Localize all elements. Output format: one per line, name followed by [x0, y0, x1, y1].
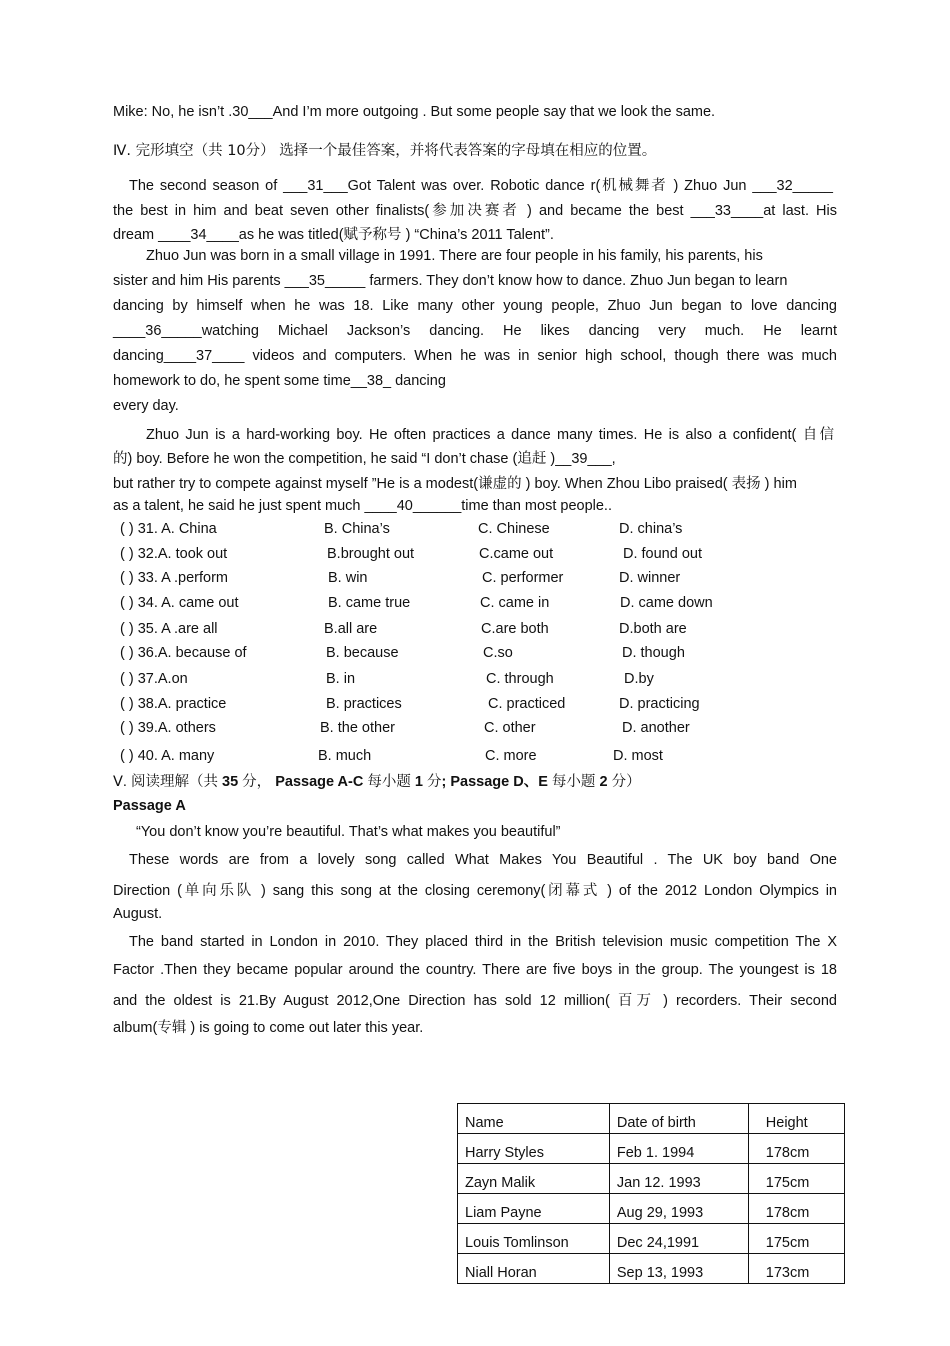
- table-cell-name: Zayn Malik: [458, 1164, 610, 1194]
- table-cell-dob: Aug 29, 1993: [609, 1194, 748, 1224]
- section-5-passage-ac: Passage A-C: [275, 774, 364, 790]
- passage-a-quote: “You don’t know you’re beautiful. That’s what makes you beautiful”: [136, 824, 561, 840]
- question-35-c: C.are both: [481, 621, 549, 637]
- question-37-a: ( ) 37.A.on: [120, 671, 188, 687]
- cloze-line-4: Zhuo Jun was born in a small village in 1991. There are four people in his family, his parents, his: [146, 248, 763, 264]
- cloze-line-8: dancing____37____ videos and computers. When he was in senior high school, though there was much: [113, 348, 837, 364]
- section-5-two: 2: [599, 774, 608, 790]
- table-cell-height: 173cm: [748, 1254, 844, 1284]
- question-36-c: C.so: [483, 645, 513, 661]
- passage-a-line-3: August.: [113, 906, 163, 922]
- question-38-c: C. practiced: [488, 696, 566, 712]
- section-4-title-text: Ⅳ. 完形填空（共 10分） 选择一个最佳答案，并将代表答案的字母填在相应的位置。: [113, 143, 657, 159]
- cloze-line-14: as a talent, he said he just spent much ____40______time than most people..: [113, 498, 612, 514]
- section-5-points: 35: [222, 774, 239, 790]
- question-32-b: B.brought out: [327, 546, 415, 562]
- section-5-mid3: 分: [422, 774, 442, 790]
- question-36-d: D. though: [622, 645, 685, 661]
- question-35-b: B.all are: [324, 621, 378, 637]
- table-row: [458, 1194, 845, 1224]
- question-31-c: C. Chinese: [478, 521, 550, 537]
- passage-a-line-7: album(专辑 ) is going to come out later this year.: [113, 1020, 424, 1036]
- table-cell-name: Liam Payne: [458, 1194, 610, 1224]
- cloze-line-10: every day.: [113, 398, 179, 414]
- passage-a-line-2: Direction (单向乐队 ) sang this song at the closing ceremony(闭幕式 ) of the 2012 London Olympics in: [113, 883, 837, 899]
- table-header-height: Height: [748, 1104, 844, 1134]
- section-5-prefix: Ⅴ. 阅读理解（共: [113, 774, 223, 790]
- question-39-c: C. other: [484, 720, 536, 736]
- question-31-d: D. china’s: [619, 521, 683, 537]
- cloze-line-5: sister and him His parents ___35_____ farmers. They don’t know how to dance. Zhuo Jun began to learn: [113, 273, 788, 289]
- question-34-b: B. came true: [328, 595, 411, 611]
- table-row: [458, 1134, 845, 1164]
- table-cell-height: 178cm: [748, 1134, 844, 1164]
- question-38-b: B. practices: [326, 696, 402, 712]
- question-40-a: ( ) 40. A. many: [120, 748, 215, 764]
- table-cell-dob: Dec 24,1991: [609, 1224, 748, 1254]
- question-36-a: ( ) 36.A. because of: [120, 645, 247, 661]
- question-34-d: D. came down: [620, 595, 713, 611]
- question-31-a: ( ) 31. A. China: [120, 521, 217, 537]
- section-4-title: [113, 139, 656, 160]
- passage-a-line-5: Factor .Then they became popular around the country. There are five boys in the group. The youngest is 18: [113, 962, 837, 978]
- table-cell-name: Louis Tomlinson: [458, 1224, 610, 1254]
- cloze-line-9: homework to do, he spent some time__38_ dancing: [113, 373, 446, 389]
- table-cell-dob: Feb 1. 1994: [609, 1134, 748, 1164]
- question-37-b: B. in: [326, 671, 356, 687]
- table-row: [458, 1254, 845, 1284]
- table-cell-height: 178cm: [748, 1194, 844, 1224]
- question-32-c: C.came out: [479, 546, 554, 562]
- question-39-d: D. another: [622, 720, 690, 736]
- passage-a-line-6: and the oldest is 21.By August 2012,One Direction has sold 12 million( 百万 ) recorders. Their second: [113, 993, 837, 1009]
- cloze-line-7: ____36_____watching Michael Jackson’s dancing. He likes dancing very much. He learnt: [113, 323, 837, 339]
- section-5-one: 1: [414, 774, 423, 790]
- question-38-d: D. practicing: [619, 696, 700, 712]
- passage-a-heading: Passage A: [113, 798, 186, 814]
- question-37-c: C. through: [486, 671, 554, 687]
- question-33-d: D. winner: [619, 570, 681, 586]
- question-40-c: C. more: [485, 748, 537, 764]
- table-cell-dob: Sep 13, 1993: [609, 1254, 748, 1284]
- passage-a-line-1: These words are from a lovely song called What Makes You Beautiful . The UK boy band One: [129, 852, 837, 868]
- question-32-a: ( ) 32.A. took out: [120, 546, 228, 562]
- cloze-line-1: The second season of ___31___Got Talent was over. Robotic dance r(机械舞者 ) Zhuo Jun ___32_____: [129, 178, 833, 194]
- question-39-a: ( ) 39.A. others: [120, 720, 216, 736]
- question-35-a: ( ) 35. A .are all: [120, 621, 218, 637]
- passage-a-line-4: The band started in London in 2010. They placed third in the British television music competition The X: [129, 934, 837, 950]
- table-header-dob: Date of birth: [609, 1104, 748, 1134]
- cloze-line-13: but rather try to compete against myself ”He is a modest(谦虚的 ) boy. When Zhou Libo praised( 表扬 ) him: [113, 476, 797, 492]
- section-5-mid2: 每小题: [363, 774, 415, 790]
- question-38-a: ( ) 38.A. practice: [120, 696, 227, 712]
- table-cell-name: Niall Horan: [458, 1254, 610, 1284]
- band-members-table: [457, 1103, 845, 1284]
- question-37-d: D.by: [624, 671, 654, 687]
- table-row: [458, 1224, 845, 1254]
- question-33-b: B. win: [328, 570, 368, 586]
- cloze-line-6: dancing by himself when he was 18. Like many other young people, Zhuo Jun began to love dancing: [113, 298, 837, 314]
- question-39-b: B. the other: [320, 720, 395, 736]
- question-40-b: B. much: [318, 748, 372, 764]
- question-33-a: ( ) 33. A .perform: [120, 570, 228, 586]
- table-header-name: Name: [458, 1104, 610, 1134]
- table-row: [458, 1164, 845, 1194]
- table-cell-height: 175cm: [748, 1224, 844, 1254]
- question-32-d: D. found out: [623, 546, 702, 562]
- table-cell-name: Harry Styles: [458, 1134, 610, 1164]
- cloze-line-12: 的) boy. Before he won the competition, he said “I don’t chase (追赶 )__39___,: [113, 451, 616, 467]
- section-5-suffix: 分）: [607, 774, 641, 790]
- dialogue-line: Mike: No, he isn’t .30___And I’m more outgoing . But some people say that we look the same.: [113, 104, 716, 120]
- section-5-title: [113, 770, 641, 791]
- section-5-mid4: 每小题: [547, 774, 600, 790]
- cloze-line-3: dream ____34____as he was titled(赋予称号 ) “China’s 2011 Talent”.: [113, 227, 554, 243]
- question-33-c: C. performer: [482, 570, 564, 586]
- table-cell-height: 175cm: [748, 1164, 844, 1194]
- question-34-c: C. came in: [480, 595, 550, 611]
- question-40-d: D. most: [613, 748, 663, 764]
- section-5-passage-de: ; Passage D、E: [441, 774, 548, 790]
- section-5-mid1: 分，: [238, 774, 276, 790]
- cloze-line-11: Zhuo Jun is a hard-working boy. He often practices a dance many times. He is also a confident( 自信: [146, 427, 834, 443]
- question-34-a: ( ) 34. A. came out: [120, 595, 239, 611]
- question-35-d: D.both are: [619, 621, 687, 637]
- cloze-line-2: the best in him and beat seven other finalists(参加决赛者 ) and became the best ___33____at last. His: [113, 203, 837, 219]
- question-36-b: B. because: [326, 645, 399, 661]
- table-header-row: [458, 1104, 845, 1134]
- question-31-b: B. China’s: [324, 521, 390, 537]
- table-cell-dob: Jan 12. 1993: [609, 1164, 748, 1194]
